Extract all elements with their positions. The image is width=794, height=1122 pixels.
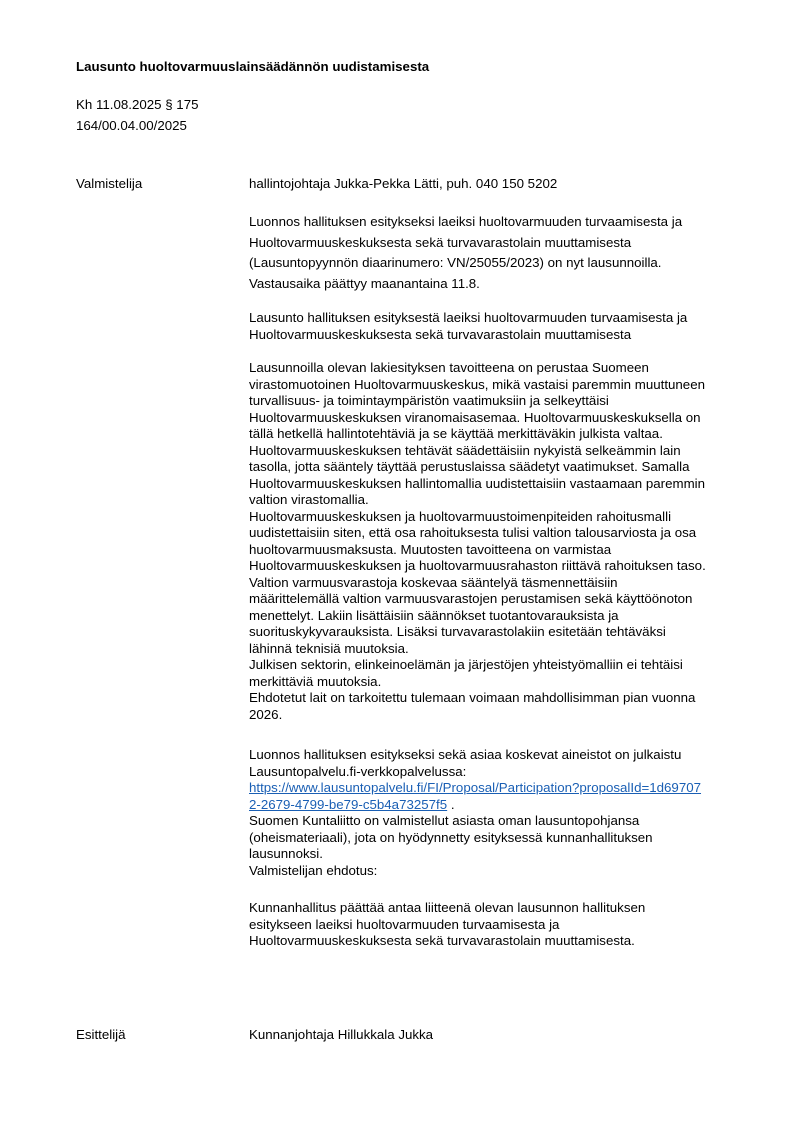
proposal-paragraph — [249, 900, 764, 950]
body-line: menettelyt. Lakiin lisättäisiin säännökset tuotantovarauksista ja — [249, 607, 619, 623]
meeting-reference: Kh 11.08.2025 § 175 — [76, 97, 199, 112]
body-line: merkittäviä muutoksia. — [249, 673, 382, 689]
body-line: Lausunnoilla olevan lakiesityksen tavoitteena on perustaa Suomeen — [249, 360, 649, 375]
intro-line: Luonnos hallituksen esitykseksi laeiksi huoltovarmuuden turvaamisesta ja — [249, 214, 683, 229]
body-line: määrittelemällä valtion varmuusvarastojen perustamisen sekä käyttöönoton — [249, 591, 693, 606]
presenter-label: Esittelijä — [76, 1027, 126, 1042]
after-link-line: lausunnoksi. — [249, 846, 323, 861]
body-line: valtion virastomallia. — [249, 492, 369, 507]
body-line: turvallisuus- ja toimintaympäristön vaatimuksiin ja selkeyttäisi — [249, 393, 609, 408]
preparer-value: hallintojohtaja Jukka-Pekka Lätti, puh. 040 150 5202 — [249, 176, 558, 191]
body-line: uudistettaisiin siten, että osa rahoituksesta tulisi valtion talousarviosta ja osa — [249, 525, 697, 540]
document-title: Lausunto huoltovarmuuslainsäädännön uudistamisesta — [76, 59, 430, 74]
after-link-line: Suomen Kuntaliitto on valmistellut asiasta oman lausuntopohjansa — [249, 813, 640, 828]
statement-heading — [249, 310, 764, 343]
body-line: Huoltovarmuuskeskuksen ja huoltovarmuustoimenpiteiden rahoitusmalli — [249, 508, 672, 524]
body-line: huoltovarmuusmaksusta. Muutosten tavoitteena on varmistaa — [249, 541, 612, 557]
heading-line: Lausunto hallituksen esityksestä laeiksi huoltovarmuuden turvaamisesta ja — [249, 310, 688, 325]
proposal-line: Huoltovarmuuskeskuksesta sekä turvavarastolain muuttamisesta. — [249, 933, 635, 948]
body-line: Huoltovarmuuskeskuksen ja huoltovarmuusrahaston riittävä rahoituksen taso. — [249, 558, 706, 573]
proposal-line: Kunnanhallitus päättää antaa liitteenä olevan lausunnon hallituksen — [249, 900, 646, 915]
intro-paragraph — [249, 212, 764, 294]
body-line: 2026. — [249, 706, 283, 722]
body-line: Huoltovarmuuskeskuksen tehtävät säädettäisiin nykyistä selkeämmin lain — [249, 442, 681, 458]
intro-line: Vastausaika päättyy maanantaina 11.8. — [249, 275, 480, 291]
proposal-line: esitykseen laeiksi huoltovarmuuden turvaamisesta ja — [249, 916, 560, 932]
proposal-heading: Valmistelijan ehdotus: — [249, 862, 378, 878]
heading-line: Huoltovarmuuskeskuksesta sekä turvavarastolain muuttamisesta — [249, 326, 632, 342]
body-line: Huoltovarmuuskeskuksen viranomaisasemaa. Huoltovarmuuskeskuksella on — [249, 409, 701, 425]
publish-line: Luonnos hallituksen esitykseksi sekä asiaa koskevat aineistot on julkaistu — [249, 747, 682, 762]
body-line: Valtion varmuusvarastoja koskevaa sääntelyä täsmennettäisiin — [249, 574, 618, 590]
body-line: Huoltovarmuuskeskuksen hallintomallia uudistettaisiin vastaamaan paremmin — [249, 475, 706, 491]
publish-line: Lausuntopalvelu.fi-verkkopalvelussa: — [249, 763, 467, 779]
body-line: Julkisen sektorin, elinkeinoelämän ja järjestöjen yhteistyömalliin ei tehtäisi — [249, 657, 683, 672]
body-line: tällä hetkellä hallintotehtäviä ja se käyttää merkittäväkin julkista valtaa. — [249, 426, 663, 441]
intro-line: (Lausuntopyynnön diaarinumero: VN/25055/2023) on nyt lausunnoilla. — [249, 255, 662, 270]
after-link-line: (oheismateriaali), jota on hyödynnetty esityksessä kunnanhallituksen — [249, 829, 653, 845]
body-line: virastomuotoinen Huoltovarmuuskeskus, mikä vastaisi paremmin muuttuneen — [249, 376, 705, 392]
body-line: suorituskykyvarauksista. Lisäksi turvavarastolakiin esitetään tehtäväksi — [249, 624, 666, 639]
publication-paragraph — [249, 747, 764, 879]
intro-line: Huoltovarmuuskeskuksesta sekä turvavarastolain muuttamisesta — [249, 234, 632, 250]
body-text — [249, 360, 764, 723]
proposal-link-continued[interactable]: 2-2679-4799-be79-c5b4a73257f5 — [249, 796, 448, 812]
presenter-value: Kunnanjohtaja Hillukkala Jukka — [249, 1027, 434, 1042]
body-line: lähinnä teknisiä muutoksia. — [249, 640, 409, 656]
body-line: Ehdotetut lait on tarkoitettu tulemaan voimaan mahdollisimman pian vuonna — [249, 690, 696, 705]
case-number: 164/00.04.00/2025 — [76, 118, 187, 133]
link-trailing-period: . — [447, 796, 455, 812]
proposal-link[interactable]: https://www.lausuntopalvelu.fi/FI/Proposal/Participation?proposalId=1d69707 — [249, 780, 702, 795]
body-line: tasolla, jotta sääntely täyttää perustuslaissa säädetyt vaatimukset. Samalla — [249, 459, 690, 474]
preparer-label: Valmistelija — [76, 176, 143, 191]
